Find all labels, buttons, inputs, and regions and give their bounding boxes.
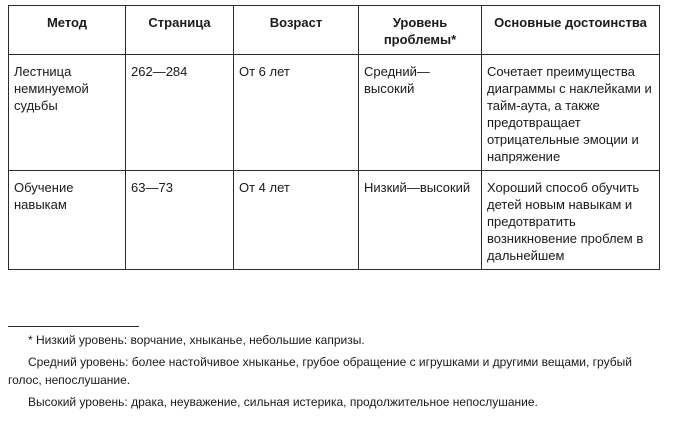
- header-advantages: Основные достоинства: [482, 6, 660, 55]
- table-header-row: [9, 6, 660, 55]
- header-method: Метод: [9, 6, 126, 55]
- header-age: Возраст: [234, 6, 359, 55]
- cell-level: Средний—высокий: [359, 55, 482, 171]
- footnote-high: Высокий уровень: драка, неуважение, сильная истерика, продолжительное непослушание.: [28, 395, 538, 409]
- cell-age: От 6 лет: [234, 55, 359, 171]
- cell-page: 63—73: [126, 171, 234, 270]
- header-page: Страница: [126, 6, 234, 55]
- footnote-medium: Средний уровень: более настойчивое хныканье, грубое обращение с игрушками и другими вещами, грубый голос, непослушание.: [8, 355, 632, 387]
- cell-advantages: Хороший способ обучить детей новым навыкам и предотвратить возникновение проблем в дальнейшем: [482, 171, 660, 270]
- cell-age: От 4 лет: [234, 171, 359, 270]
- methods-table: [8, 5, 660, 270]
- table-row: [9, 55, 660, 171]
- footnote-low: * Низкий уровень: ворчание, хныканье, небольшие капризы.: [28, 333, 365, 347]
- table-row: [9, 171, 660, 270]
- cell-level: Низкий—высокий: [359, 171, 482, 270]
- header-level: Уровень проблемы*: [359, 6, 482, 55]
- cell-method: Лестница неминуемой судьбы: [9, 55, 126, 171]
- cell-advantages: Сочетает преимущества диаграммы с наклейками и тайм-аута, а также предотвращает отрицательные эмоции и напряжение: [482, 55, 660, 171]
- footnotes: [8, 331, 663, 415]
- cell-page: 262—284: [126, 55, 234, 171]
- cell-method: Обучение навыкам: [9, 171, 126, 270]
- footnote-divider: [8, 326, 139, 327]
